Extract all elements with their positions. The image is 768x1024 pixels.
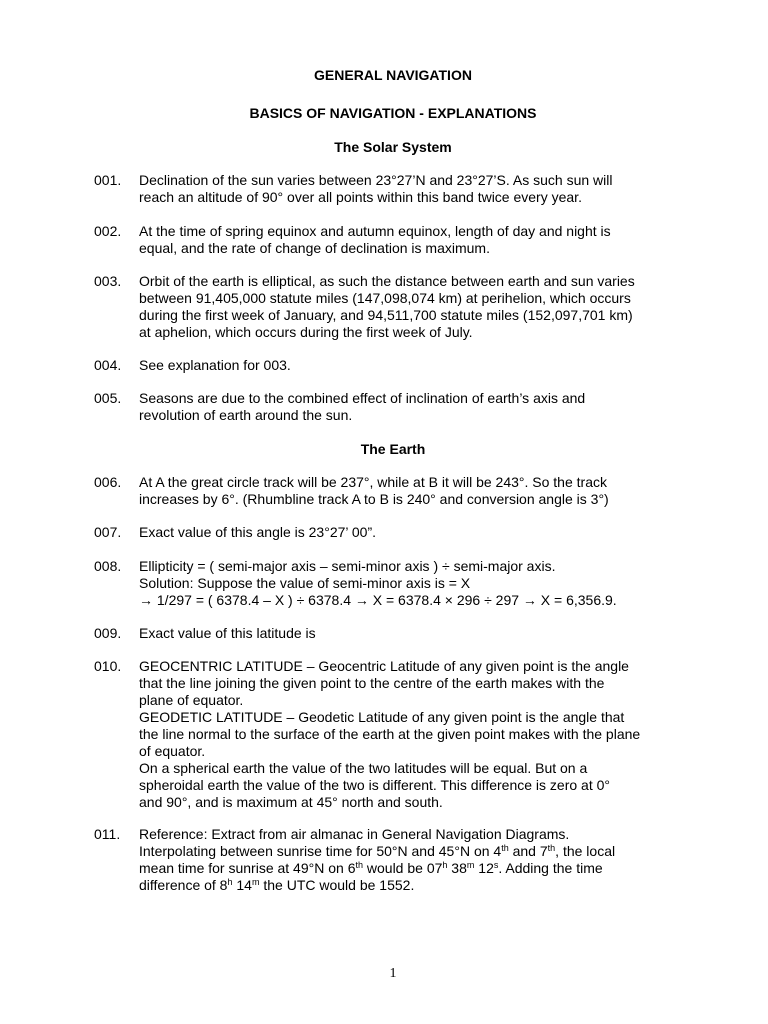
text-run: 14 xyxy=(232,877,252,893)
item-number: 007. xyxy=(94,524,122,540)
item-text xyxy=(139,172,719,206)
text-line: Exact value of this latitude is xyxy=(139,625,316,641)
text-line: Exact value of this angle is 23°27’ 00”. xyxy=(139,524,376,540)
item-number: 006. xyxy=(94,474,122,490)
document-subtitle: BASICS OF NAVIGATION - EXPLANATIONS xyxy=(249,105,537,121)
text-run: Interpolating between sunrise time for 50°N and 45°N on 4 xyxy=(139,843,502,859)
section-heading-earth: The Earth xyxy=(360,441,426,457)
superscript: h xyxy=(227,877,233,887)
item-number: 004. xyxy=(94,357,122,373)
page-number: 1 xyxy=(389,966,397,981)
text-line: during the first week of January, and 94,511,700 statute miles (152,097,701 km) xyxy=(139,307,633,323)
item-text xyxy=(139,273,719,341)
item-text xyxy=(139,558,719,609)
text-line: the line normal to the surface of the earth at the given point makes with the plane xyxy=(139,726,641,742)
text-line: and 90°, and is maximum at 45° north and south. xyxy=(139,794,443,810)
text-line: At the time of spring equinox and autumn equinox, length of day and night is xyxy=(139,223,611,239)
text-run: and 7 xyxy=(508,843,548,859)
text-line: revolution of earth around the sun. xyxy=(139,407,353,423)
item-text xyxy=(139,474,719,508)
text-line: spheroidal earth the value of the two is different. This difference is zero at 0° xyxy=(139,777,610,793)
item-text xyxy=(139,524,719,541)
item-number: 003. xyxy=(94,273,122,289)
text-line: Orbit of the earth is elliptical, as such the distance between earth and sun varies xyxy=(139,273,635,289)
item-number: 009. xyxy=(94,625,122,641)
superscript: th xyxy=(355,860,363,870)
section-heading-solar-system: The Solar System xyxy=(334,139,452,155)
superscript: th xyxy=(501,843,509,853)
text-line: Declination of the sun varies between 23°27’N and 23°27’S. As such sun will xyxy=(139,172,613,188)
text-run: . Adding the time xyxy=(498,860,603,876)
item-number: 002. xyxy=(94,223,122,239)
text-line: reach an altitude of 90° over all points within this band twice every year. xyxy=(139,189,582,205)
item-number: 005. xyxy=(94,390,122,406)
text-line: Ellipticity = ( semi-major axis – semi-minor axis ) ÷ semi-major axis. xyxy=(139,558,556,574)
item-text xyxy=(139,223,719,257)
superscript: s xyxy=(493,860,499,870)
item-text xyxy=(139,625,719,642)
text-run: 38 xyxy=(447,860,467,876)
item-text xyxy=(139,658,719,811)
text-line: At A the great circle track will be 237°, while at B it will be 243°. So the track xyxy=(139,474,607,490)
text-run: would be 07 xyxy=(363,860,443,876)
item-text xyxy=(139,390,719,424)
document-title: GENERAL NAVIGATION xyxy=(314,67,472,83)
text-line: plane of equator. xyxy=(139,692,244,708)
text-run: the UTC would be 1552. xyxy=(259,877,415,893)
superscript: m xyxy=(466,860,475,870)
text-line: → 1/297 = ( 6378.4 – X ) ÷ 6378.4 → X = 6378.4 × 296 ÷ 297 → X = 6,356.9. xyxy=(139,592,617,608)
text-line: GEODETIC LATITUDE – Geodetic Latitude of any given point is the angle that xyxy=(139,709,625,725)
superscript: h xyxy=(442,860,448,870)
text-line xyxy=(139,877,719,894)
item-number: 010. xyxy=(94,658,122,674)
text-run: difference of 8 xyxy=(139,877,228,893)
superscript: th xyxy=(547,843,556,853)
text-run: 12 xyxy=(474,860,494,876)
text-line: of equator. xyxy=(139,743,206,759)
superscript: m xyxy=(251,877,260,887)
item-text xyxy=(139,826,719,894)
text-line: Solution: Suppose the value of semi-minor axis is = X xyxy=(139,575,471,591)
text-line: at aphelion, which occurs during the first week of July. xyxy=(139,324,473,340)
text-line: increases by 6°. (Rhumbline track A to B is 240° and conversion angle is 3°) xyxy=(139,491,609,507)
text-line: GEOCENTRIC LATITUDE – Geocentric Latitude of any given point is the angle xyxy=(139,658,629,674)
text-line: Reference: Extract from air almanac in General Navigation Diagrams. xyxy=(139,826,570,842)
text-run: mean time for sunrise at 49°N on 6 xyxy=(139,860,356,876)
text-line xyxy=(139,860,719,877)
text-line: between 91,405,000 statute miles (147,098,074 km) at perihelion, which occurs xyxy=(139,290,631,306)
text-line xyxy=(139,843,719,860)
text-line: equal, and the rate of change of declination is maximum. xyxy=(139,240,490,256)
item-text xyxy=(139,357,719,374)
item-number: 001. xyxy=(94,172,122,188)
text-line: that the line joining the given point to the centre of the earth makes with the xyxy=(139,675,605,691)
item-number: 008. xyxy=(94,558,122,574)
item-number: 011. xyxy=(94,826,121,842)
text-line: See explanation for 003. xyxy=(139,357,291,373)
text-line: On a spherical earth the value of the two latitudes will be equal. But on a xyxy=(139,760,588,776)
text-run: , the local xyxy=(555,843,616,859)
text-line: Seasons are due to the combined effect of inclination of earth’s axis and xyxy=(139,390,586,406)
